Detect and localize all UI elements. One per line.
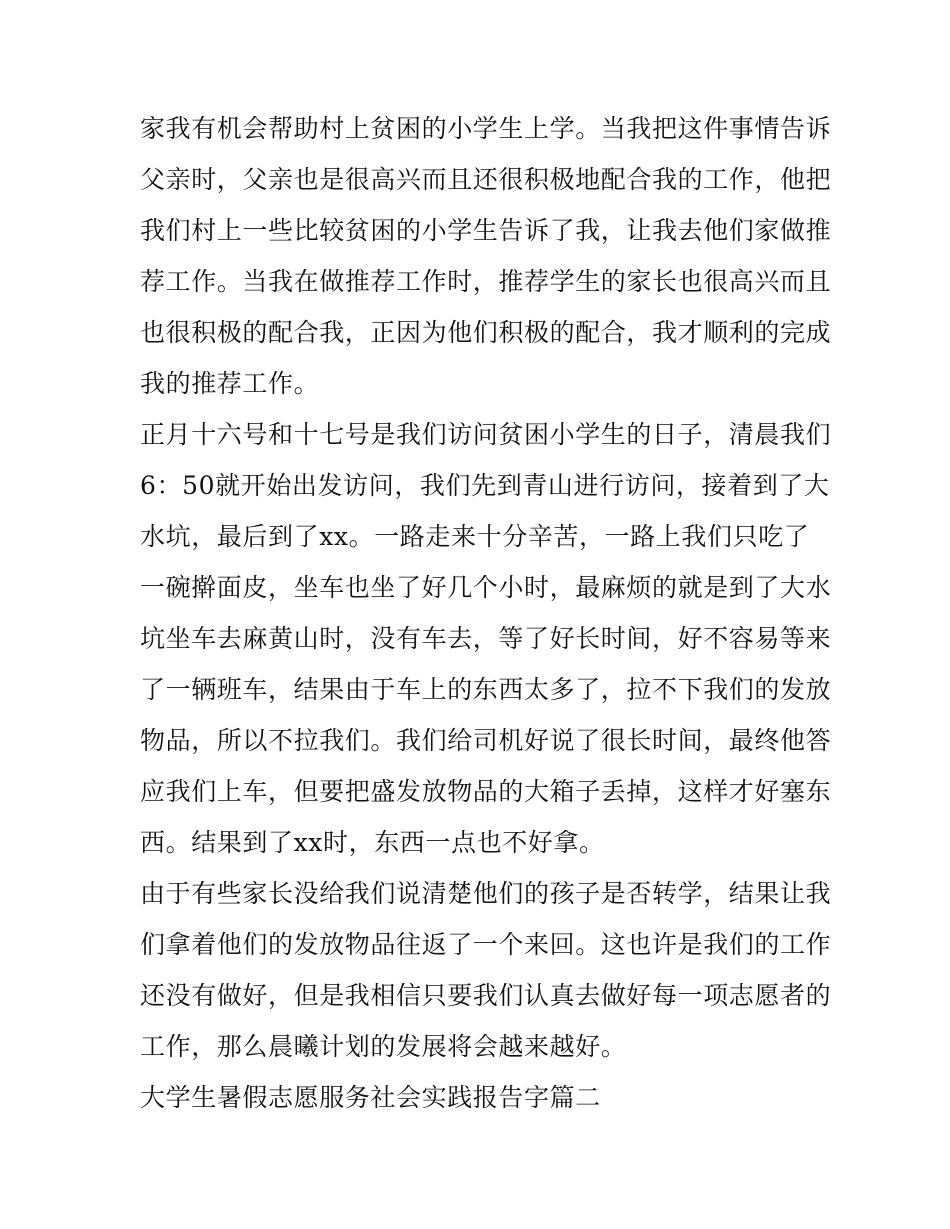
- text-line: 荐工作。当我在做推荐工作时，推荐学生的家长也很高兴而且: [140, 267, 832, 296]
- text-line: 了一辆班车，结果由于车上的东西太多了，拉不下我们的发放: [140, 675, 832, 704]
- text-line: 工作，那么晨曦计划的发展将会越来越好。: [140, 1032, 627, 1061]
- text-line: 们拿着他们的发放物品往返了一个来回。这也许是我们的工作: [140, 930, 832, 959]
- text-line: 正月十六号和十七号是我们访问贫困小学生的日子，清晨我们: [140, 420, 832, 449]
- text-line: 应我们上车，但要把盛发放物品的大箱子丢掉，这样才好塞东: [140, 777, 832, 806]
- text-line: 我的推荐工作。: [140, 369, 320, 398]
- text-line: 我们村上一些比较贫困的小学生告诉了我，让我去他们家做推: [140, 216, 832, 245]
- text-line: 坑坐车去麻黄山时，没有车去，等了好长时间，好不容易等来: [140, 624, 832, 653]
- text-line: 物品，所以不拉我们。我们给司机好说了很长时间，最终他答: [140, 726, 832, 755]
- text-line: 西。结果到了xx时，东西一点也不好拿。: [140, 828, 605, 857]
- text-line: 也很积极的配合我，正因为他们积极的配合，我才顺利的完成: [140, 318, 832, 347]
- text-line: 还没有做好，但是我相信只要我们认真去做好每一项志愿者的: [140, 981, 832, 1010]
- text-line: 家我有机会帮助村上贫困的小学生上学。当我把这件事情告诉: [140, 114, 832, 143]
- text-line: 6：50就开始出发访问，我们先到青山进行访问，接着到了大: [140, 471, 830, 500]
- text-line: 水坑，最后到了xx。一路走来十分辛苦，一路上我们只吃了: [140, 522, 810, 551]
- document-body: [140, 103, 832, 1123]
- text-line: 一碗擀面皮，坐车也坐了好几个小时，最麻烦的就是到了大水: [140, 573, 832, 602]
- section-heading: 大学生暑假志愿服务社会实践报告字篇二: [140, 1083, 601, 1112]
- text-line: 由于有些家长没给我们说清楚他们的孩子是否转学，结果让我: [140, 879, 832, 908]
- text-line: 父亲时，父亲也是很高兴而且还很积极地配合我的工作，他把: [140, 165, 832, 194]
